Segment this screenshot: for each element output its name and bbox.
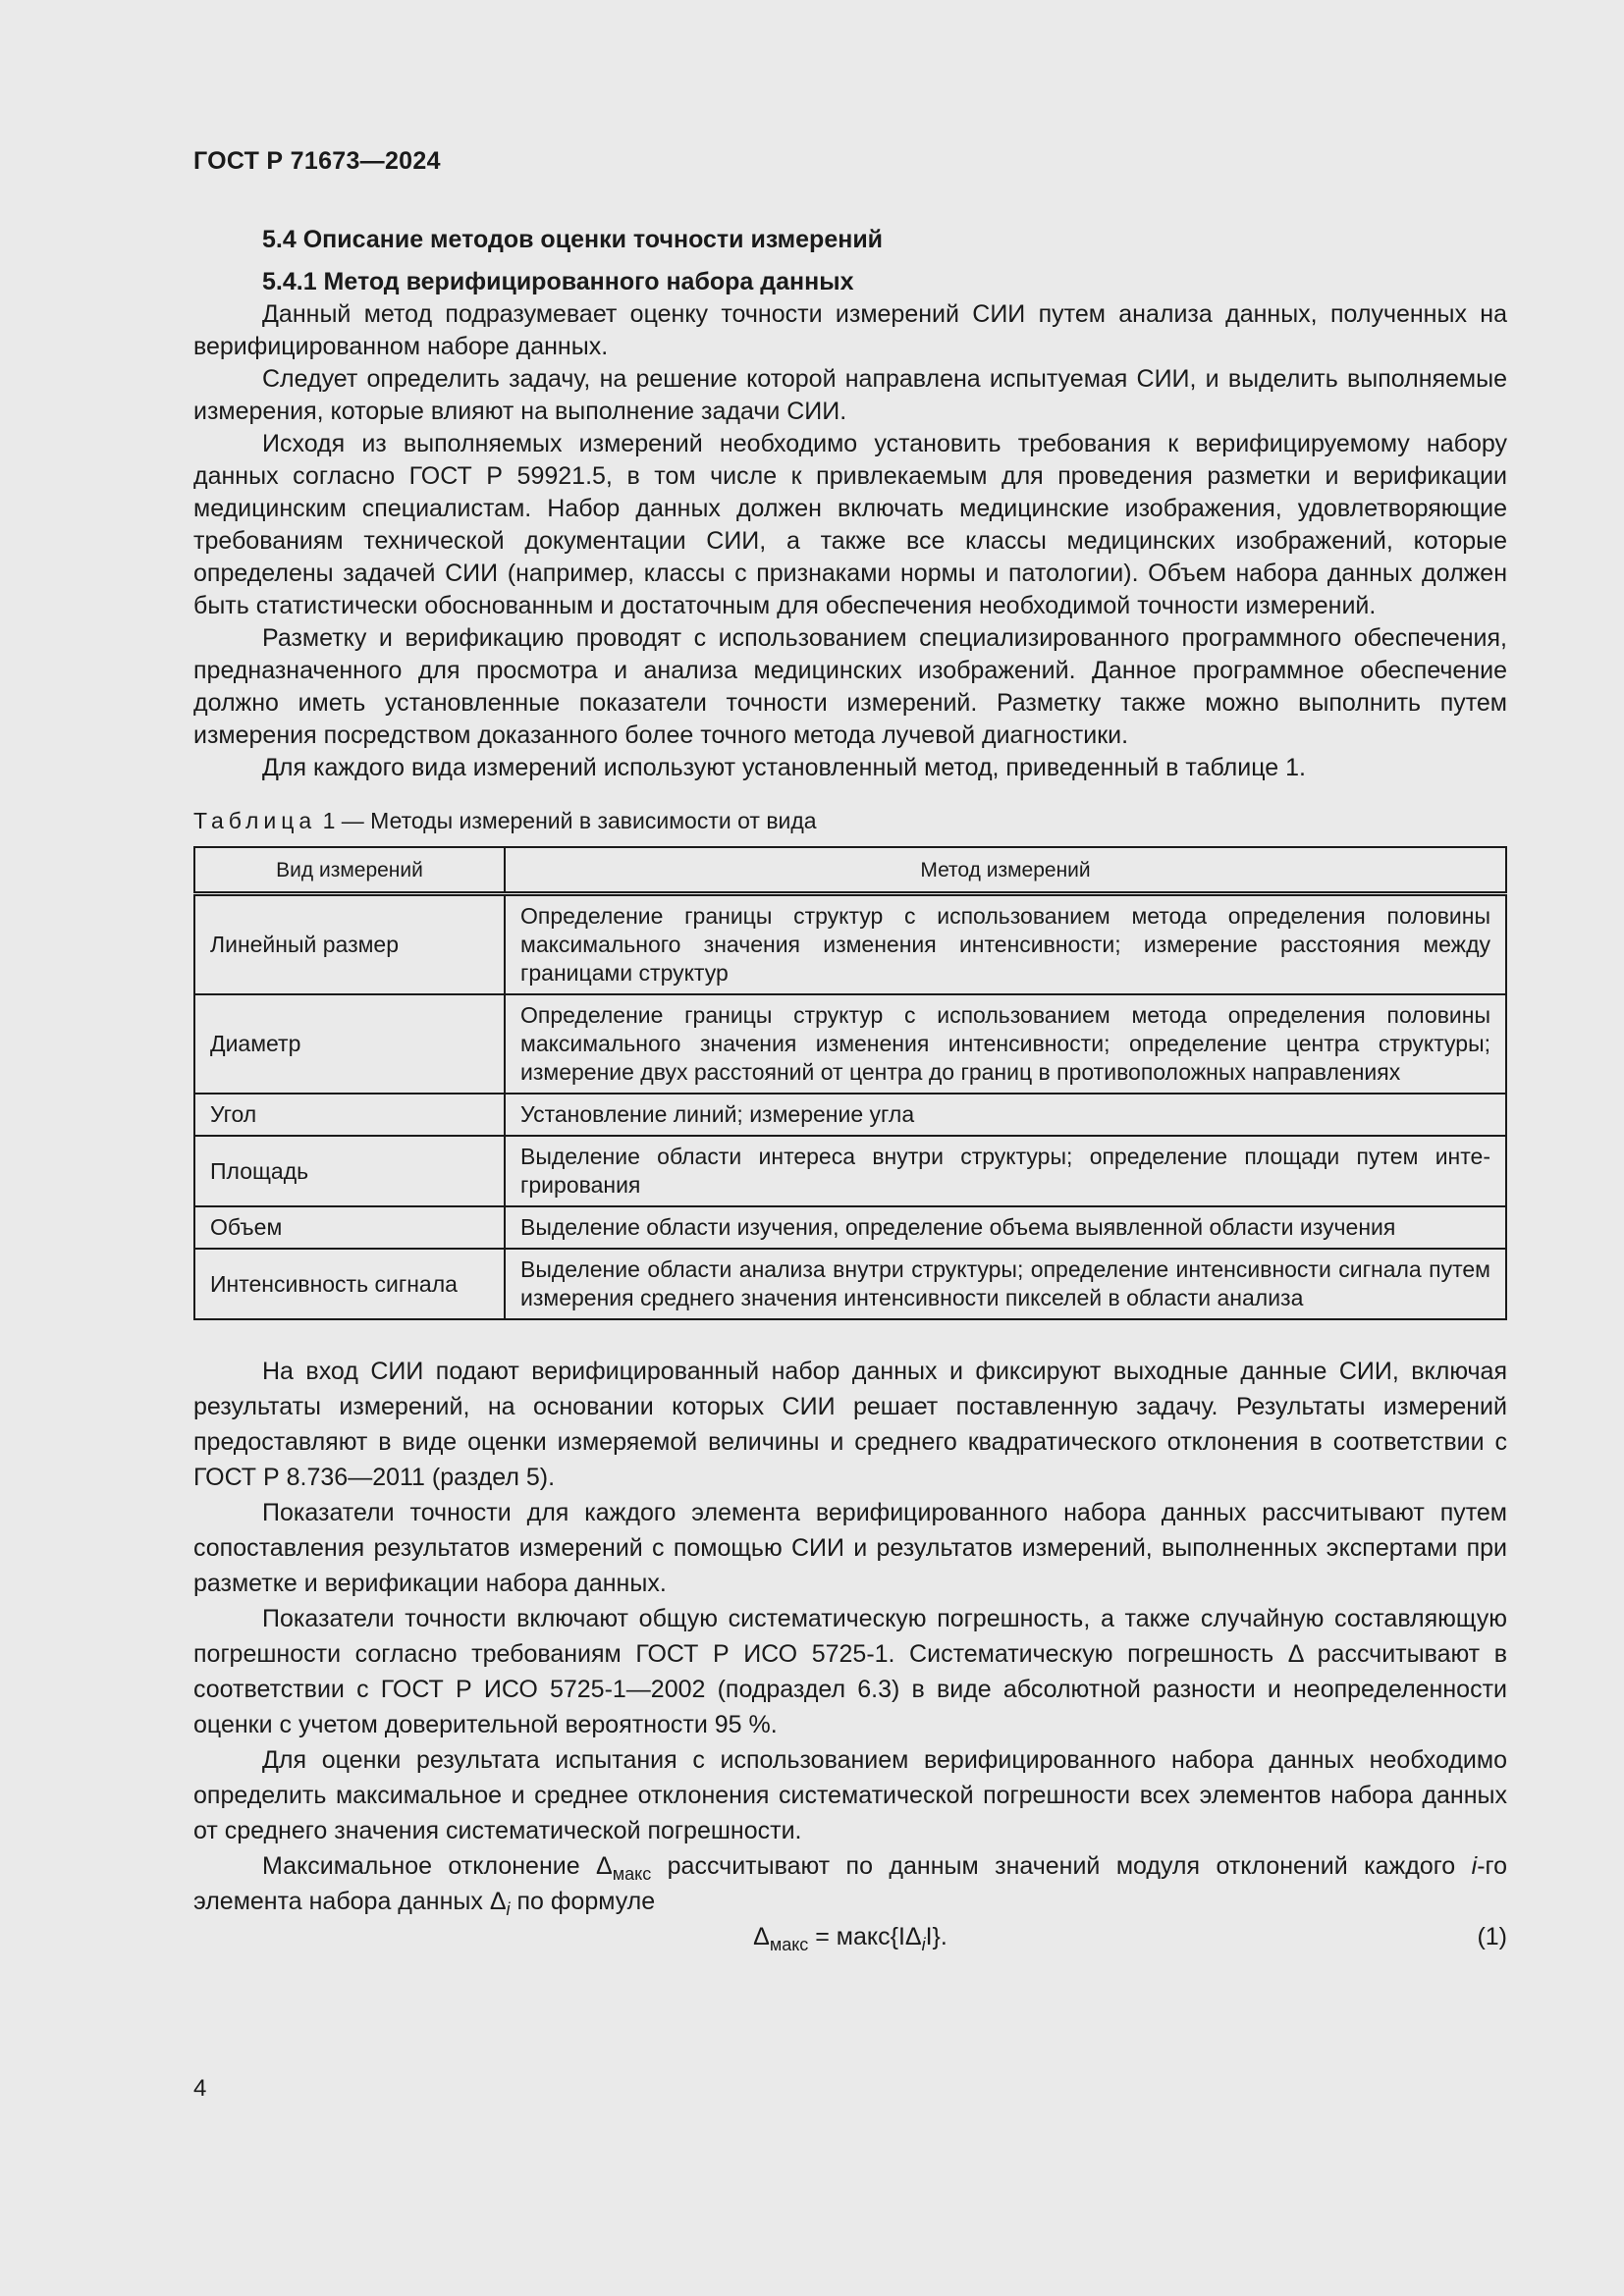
formula-lhs: Δ	[753, 1923, 770, 1950]
italic-index: i	[506, 1899, 511, 1919]
paragraph: Для оценки результата испытания с использованием верифицированного набора данных необходимо определить максимальное и среднее отклонения систематической погрешности всех элементов набора данных от среднего значения систематической погрешности.	[193, 1746, 1507, 1844]
content-body	[193, 224, 1507, 1954]
paragraph: Исходя из выполняемых измерений необходимо установить требования к верифицируемому набору данных согласно ГОСТ Р 59921.5, в том числе к привлекаемым для проведения разметки и верификации медицинским специалистам. Набор данных должен включать медицинские изображения, удовлетворяющие требованиям технической документации СИИ, а также все классы медицинских изображений, которые определены задачей СИИ (например, классы с признаками нормы и патологии). Объем набора данных должен быть статистически обоснованным и достаточным для обеспечения необходимой точности измерений.	[193, 430, 1507, 619]
formula	[193, 1919, 1507, 1954]
table-cell-kind: Интенсивность сигнала	[194, 1249, 505, 1319]
table-row	[194, 894, 1506, 995]
text-run: рассчитывают по данным значений модуля отклонений каждого	[651, 1852, 1472, 1880]
paragraph-formula-intro	[193, 1848, 1507, 1919]
subsection-heading: 5.4.1 Метод верифицированного набора данных	[262, 268, 854, 295]
table-cell-method: Определение границы структур с использованием метода определения половины максимального значения изменения интенсивности; измерение расстояния между границами структур	[505, 894, 1506, 995]
paragraph: Данный метод подразумевает оценку точности измерений СИИ путем анализа данных, полученных на верифицированном наборе данных.	[193, 300, 1507, 360]
table-cell-method: Выделение области анализа внутри структуры; определение интенсивности сигнала путем измерения среднего значения интенсивности пикселей в области анализа	[505, 1249, 1506, 1319]
table-cell-kind: Объем	[194, 1206, 505, 1249]
page-number: 4	[193, 2075, 207, 2102]
section-heading: 5.4 Описание методов оценки точности измерений	[262, 226, 884, 253]
subscript: макс	[612, 1864, 652, 1884]
italic-index: i	[921, 1935, 926, 1954]
text-run: Максимальное отклонение Δ	[262, 1852, 613, 1880]
table-row	[194, 994, 1506, 1094]
table-cell-kind: Площадь	[194, 1136, 505, 1206]
paragraph: На вход СИИ подают верифицированный набор данных и фиксируют выходные данные СИИ, включая результаты измерений, на основании которых СИИ решает поставленную задачу. Результаты измерений предоставляют в виде оценки измеряемой величины и среднего квадратического отклонения в соответствии с ГОСТ Р 8.736—2011 (раздел 5).	[193, 1358, 1507, 1491]
standard-header: ГОСТ Р 71673—2024	[193, 147, 441, 175]
methods-table	[193, 846, 1507, 1320]
table-caption	[193, 806, 1507, 835]
paragraph: Показатели точности включают общую систематическую погрешность, а также случайную составляющую погрешности согласно требованиям ГОСТ Р ИСО 5725-1. Систематическую погрешность Δ рассчитывают в соответствии с ГОСТ Р ИСО 5725-1—2002 (подраздел 6.3) в виде абсолютной разности и неопределенности оценки с учетом доверительной вероятности 95 %.	[193, 1605, 1507, 1738]
table-row	[194, 1136, 1506, 1206]
table-cell-method: Выделение области изучения, определение объема выявленной области изучения	[505, 1206, 1506, 1249]
formula-mid: = макс{IΔ	[808, 1923, 922, 1950]
paragraph: Показатели точности для каждого элемента верифицированного набора данных рассчитывают путем сопоставления результатов измерений с помощью СИИ и результатов измерений, выполненных экспертами при разметке и верификации набора данных.	[193, 1499, 1507, 1597]
text-run: -го элемента набора данных Δ	[193, 1852, 1508, 1915]
paragraph: Для каждого вида измерений используют установленный метод, приведенный в таблице 1.	[262, 754, 1306, 781]
formula-rhs: I}.	[925, 1923, 947, 1950]
column-header-method: Метод измерений	[505, 847, 1506, 894]
formula-subscript: макс	[769, 1935, 809, 1954]
table-row	[194, 1249, 1506, 1319]
after-table-text	[193, 1354, 1507, 1954]
paragraph: Следует определить задачу, на решение которой направлена испытуемая СИИ, и выделить выполняемые измерения, которые влияют на выполнение задачи СИИ.	[193, 365, 1507, 425]
table-cell-kind: Диаметр	[194, 994, 505, 1094]
table-cell-method: Определение границы структур с использованием метода определения половины максимального значения изменения интенсивности; определение центра структуры; измерение двух расстояний от центра до границ в противоположных направлениях	[505, 994, 1506, 1094]
formula-number: (1)	[1477, 1923, 1507, 1950]
italic-index: i	[1471, 1852, 1478, 1880]
table-cell-method: Выделение области интереса внутри структуры; определение площади путем интегрирования	[505, 1136, 1506, 1206]
paragraph: Разметку и верификацию проводят с использованием специализированного программного обеспечения, предназначенного для просмотра и анализа медицинских изображений. Данное программное обеспечение должно иметь установленные показатели точности измерений. Разметку также можно выполнить путем измерения посредством доказанного более точного метода лучевой диагностики.	[193, 624, 1507, 749]
table-cell-kind: Линейный размер	[194, 894, 505, 995]
table-row	[194, 1094, 1506, 1136]
table-caption-word: Таблица	[193, 808, 317, 833]
column-header-kind: Вид измерений	[194, 847, 505, 894]
table-cell-method: Установление линий; измерение угла	[505, 1094, 1506, 1136]
text-run: по формуле	[510, 1888, 656, 1915]
table-caption-text: 1 — Методы измерений в зависимости от вида	[322, 808, 817, 833]
table-cell-kind: Угол	[194, 1094, 505, 1136]
table-row	[194, 1206, 1506, 1249]
table-header-row	[194, 847, 1506, 894]
